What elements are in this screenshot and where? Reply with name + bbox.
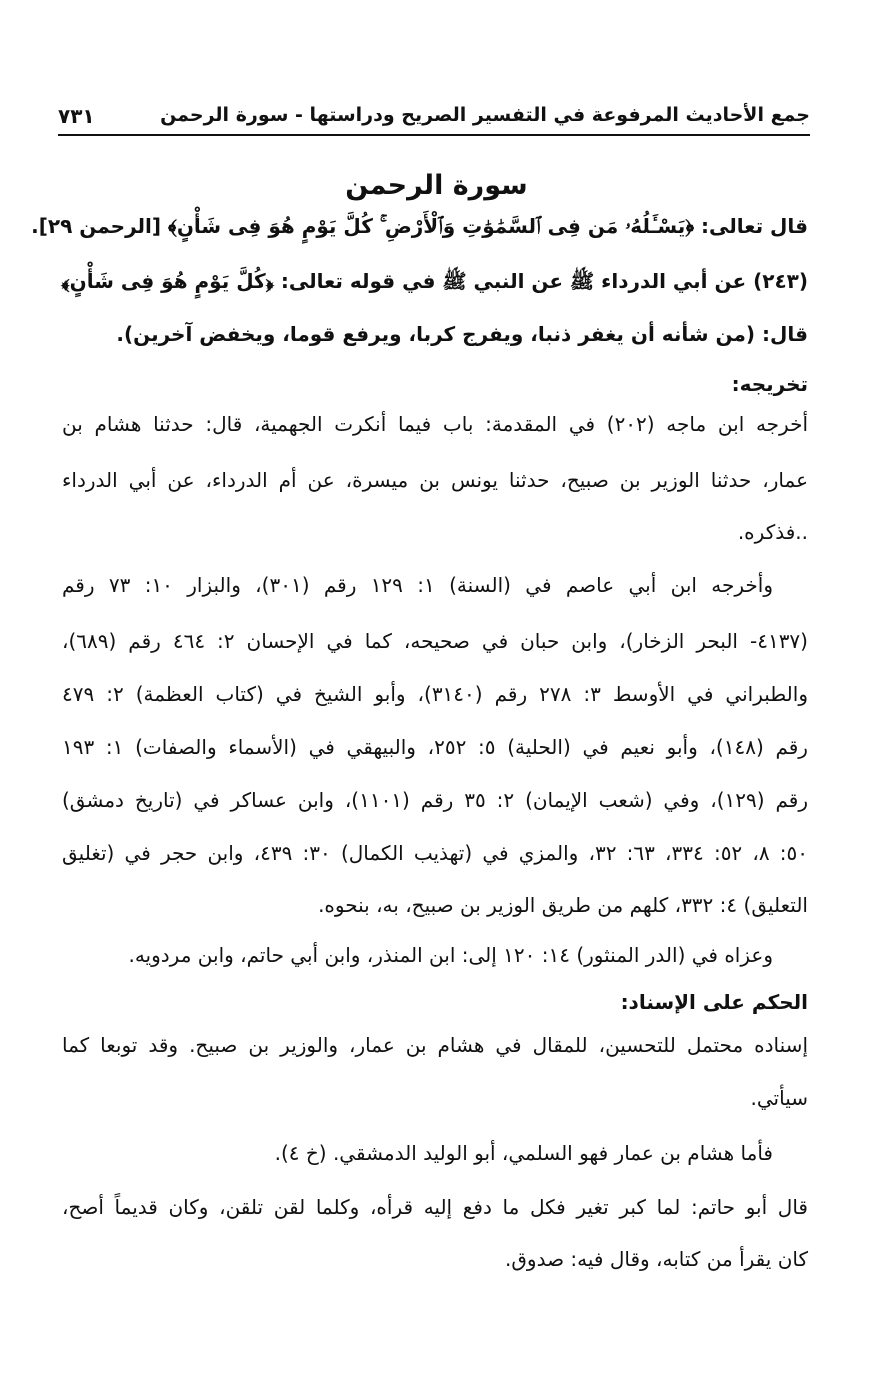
verse-line: قال تعالى: ﴿يَسْـَٔلُهُۥ مَن فِى ٱلسَّمَٰوَٰتِ وَٱلْأَرْضِ ۚ كُلَّ يَوْمٍ هُوَ فِى شَأْنٍ﴾ [الرحمن ٢٩]. (31, 214, 808, 238)
text-line: رقم (١٤٨)، وأبو نعيم في (الحلية) ٥: ٢٥٢، والبيهقي في (الأسماء والصفات) ١: ١٩٣ (62, 735, 808, 759)
hadith-line: (٢٤٣) عن أبي الدرداء ﷺ عن النبي ﷺ في قوله تعالى: ﴿كُلَّ يَوْمٍ هُوَ فِى شَأْنٍ﴾ (61, 269, 808, 293)
text-line: وأخرجه ابن أبي عاصم في (السنة) ١: ١٢٩ رقم (٣٠١)، والبزار ١٠: ٧٣ رقم (62, 573, 773, 597)
hukm-heading: الحكم على الإسناد: (620, 990, 808, 1014)
text-line: والطبراني في الأوسط ٣: ٢٧٨ رقم (٣١٤٠)، وأبو الشيخ في (كتاب العظمة) ٢: ٤٧٩ (62, 682, 808, 706)
running-title: جمع الأحاديث المرفوعة في التفسير الصريح ودراستها - سورة الرحمن (160, 104, 810, 126)
text-line: فأما هشام بن عمار فهو السلمي، أبو الوليد الدمشقي. (خ ٤). (274, 1141, 773, 1165)
text-line: رقم (١٢٩)، وفي (شعب الإيمان) ٢: ٣٥ رقم (١١٠١)، وابن عساكر في (تاريخ دمشق) (62, 788, 808, 812)
text-line: قال أبو حاتم: لما كبر تغير فكل ما دفع إليه قرأه، وكلما لقن تلقن، وكان قديماً أصح، (62, 1195, 808, 1219)
page-number: ٧٣١ (58, 104, 95, 128)
page-header (58, 100, 810, 136)
text-line: عمار، حدثنا الوزير بن صبيح، حدثنا يونس بن ميسرة، عن أم الدرداء، عن أبي الدرداء (62, 468, 808, 492)
text-line: التعليق) ٤: ٣٣٢، كلهم من طريق الوزير بن صبيح، به، بنحوه. (318, 893, 808, 917)
text-line: إسناده محتمل للتحسين، للمقال في هشام بن عمار، والوزير بن صبيح. وقد توبعا كما (62, 1033, 808, 1057)
text-line: (٤١٣٧- البحر الزخار)، وابن حبان في صحيحه، كما في الإحسان ٢: ٤٦٤ رقم (٦٨٩)، (62, 629, 808, 653)
text-line: ..فذكره. (737, 520, 808, 544)
text-line: سيأتي. (750, 1086, 808, 1110)
hadith-line: قال: (من شأنه أن يغفر ذنبا، ويفرج كربا، ويرفع قوما، ويخفض آخرين). (116, 322, 808, 346)
surah-title: سورة الرحمن (345, 170, 528, 201)
text-line: أخرجه ابن ماجه (٢٠٢) في المقدمة: باب فيما أنكرت الجهمية، قال: حدثنا هشام بن (62, 412, 808, 436)
text-line: ٥٠: ٨، ٥٢: ٣٣٤، ٦٣: ٣٢، والمزي في (تهذيب الكمال) ٣٠: ٤٣٩، وابن حجر في (تغليق (62, 841, 808, 865)
text-line: وعزاه في (الدر المنثور) ١٤: ١٢٠ إلى: ابن المنذر، وابن أبي حاتم، وابن مردويه. (128, 943, 773, 967)
takhrij-heading: تخريجه: (731, 372, 808, 396)
text-line: كان يقرأ من كتابه، وقال فيه: صدوق. (505, 1247, 808, 1271)
